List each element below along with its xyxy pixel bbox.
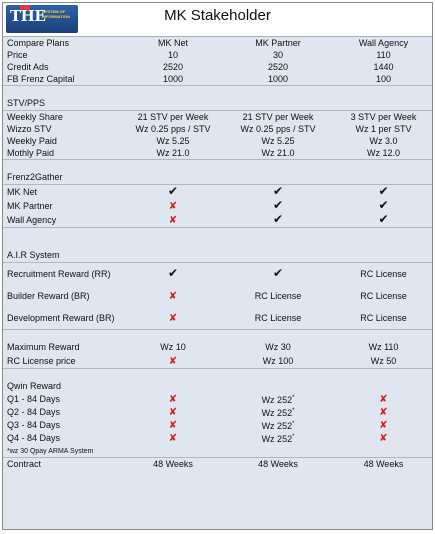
stv-0-label: Weekly Share xyxy=(7,111,63,122)
stv-heading-row xyxy=(3,96,433,111)
comparison-table xyxy=(3,37,433,470)
reward-0-value-2 xyxy=(223,340,333,354)
air-0-row xyxy=(3,263,433,285)
stv-3-label: Mothly Paid xyxy=(7,147,55,158)
air-1-row xyxy=(3,285,433,307)
air-2-text-3: RC License xyxy=(360,312,407,323)
qwin-1-text-2: Wz 252 xyxy=(261,408,293,418)
row-gap xyxy=(3,86,433,96)
stv-1-value-3 xyxy=(333,123,433,135)
footnote-star: * xyxy=(292,434,295,440)
checkmark-icon: ✔ xyxy=(378,213,389,226)
row-gap xyxy=(3,369,433,379)
checkmark-icon: ✔ xyxy=(167,185,179,198)
qwin-note-row xyxy=(3,445,433,458)
checkmark-icon: ✔ xyxy=(272,199,284,212)
cross-icon: ✘ xyxy=(168,407,178,418)
stv-1-value-2 xyxy=(223,123,333,135)
stv-1-label: Wizzo STV xyxy=(7,123,52,134)
reward-1-value-2 xyxy=(223,354,333,369)
contract-label: Contract xyxy=(7,458,42,469)
cross-icon: ✘ xyxy=(379,420,388,431)
stv-0-text-3: 3 STV per Week xyxy=(350,111,417,122)
reward-0-text-1: Wz 10 xyxy=(160,341,186,352)
stv-2-label: Weekly Paid xyxy=(7,135,57,146)
frenz-2-label: Wall Agency xyxy=(7,214,57,225)
qwin-1-value-3 xyxy=(333,406,433,419)
stv-3-value-2 xyxy=(223,147,333,160)
row-gap xyxy=(3,330,433,340)
stv-1-row xyxy=(3,123,433,135)
qwin-1-value-2 xyxy=(223,406,333,419)
stv-2-text-3: Wz 3.0 xyxy=(369,135,398,146)
checkmark-icon: ✔ xyxy=(272,213,284,226)
frenz-2-value-1 xyxy=(123,213,223,228)
cross-icon: ✘ xyxy=(168,433,178,444)
plan-column-3: Wall Agency xyxy=(358,37,409,48)
basic-0-value-2 xyxy=(223,49,333,61)
stv-3-row xyxy=(3,147,433,160)
checkmark-icon: ✔ xyxy=(167,266,179,280)
compare-plans-label: Compare Plans xyxy=(7,37,70,48)
basic-1-value-3 xyxy=(333,61,433,73)
air-1-label: Builder Reward (BR) xyxy=(7,291,90,301)
air-2-label: Development Reward (BR) xyxy=(7,313,115,323)
basic-2-value-3 xyxy=(333,73,433,86)
stv-2-value-3 xyxy=(333,135,433,147)
cross-icon: ✘ xyxy=(168,214,178,226)
frenz-0-label: MK Net xyxy=(7,186,38,197)
stv-0-value-2 xyxy=(223,111,333,123)
basic-2-label: FB Frenz Capital xyxy=(7,73,75,84)
logo-text: THE xyxy=(10,7,46,25)
qwin-1-row xyxy=(3,406,433,419)
basic-2-text-2: 1000 xyxy=(267,73,289,84)
contract-value-3 xyxy=(333,458,433,470)
stv-0-row xyxy=(3,111,433,123)
qwin-2-value-1 xyxy=(123,419,223,432)
air-1-text-2: RC License xyxy=(254,290,302,301)
stv-3-text-3: Wz 12.0 xyxy=(366,147,400,158)
air-heading: A.I.R System xyxy=(7,250,60,260)
contract-value-1 xyxy=(123,458,223,470)
air-0-value-2 xyxy=(223,263,333,285)
row-gap xyxy=(3,160,433,170)
frenz-0-value-3 xyxy=(333,185,433,199)
stv-1-text-3: Wz 1 per STV xyxy=(355,123,412,134)
cross-icon: ✘ xyxy=(379,433,388,444)
reward-1-text-3: Wz 50 xyxy=(370,355,397,366)
checkmark-icon: ✔ xyxy=(378,185,389,198)
contract-row xyxy=(3,458,433,470)
basic-1-text-2: 2520 xyxy=(267,61,289,72)
qwin-heading: Qwin Reward xyxy=(7,381,62,391)
frenz-1-label: MK Partner xyxy=(7,200,53,211)
qwin-0-value-1 xyxy=(123,393,223,406)
contract-text-1: 48 Weeks xyxy=(153,458,193,469)
checkmark-icon: ✔ xyxy=(272,185,284,198)
stv-1-text-2: Wz 0.25 pps / STV xyxy=(240,123,316,134)
qwin-3-value-3 xyxy=(333,432,433,445)
basic-2-text-3: 100 xyxy=(375,73,392,84)
air-2-value-2 xyxy=(223,307,333,330)
basic-2-value-1 xyxy=(123,73,223,86)
logo-subtext: SYSTEM OF INFORMATION xyxy=(42,9,70,19)
basic-2-row xyxy=(3,73,433,86)
qwin-3-label: Q4 - 84 Days xyxy=(7,433,61,443)
basic-1-text-1: 2520 xyxy=(162,61,184,72)
qwin-2-value-3 xyxy=(333,419,433,432)
plan-column-2: MK Partner xyxy=(255,37,301,48)
air-0-value-3 xyxy=(333,263,433,285)
reward-0-label: Maximum Reward xyxy=(7,341,80,352)
reward-1-value-3 xyxy=(333,354,433,369)
qwin-1-value-1 xyxy=(123,406,223,419)
frenz-heading: Frenz2Gather xyxy=(7,172,63,182)
cross-icon: ✘ xyxy=(168,355,178,367)
basic-0-text-3: 110 xyxy=(376,49,391,60)
air-1-value-1 xyxy=(123,285,223,307)
frenz-heading-row xyxy=(3,170,433,185)
qwin-3-text-2: Wz 252 xyxy=(261,434,293,444)
footnote-star: * xyxy=(292,421,295,427)
frenz-2-row xyxy=(3,213,433,228)
basic-1-text-3: 1440 xyxy=(373,61,394,72)
row-gap xyxy=(3,228,433,238)
basic-0-row xyxy=(3,49,433,61)
basic-1-value-2 xyxy=(223,61,333,73)
air-0-text-3: RC License xyxy=(360,268,407,279)
stv-1-value-1 xyxy=(123,123,223,135)
checkmark-icon: ✔ xyxy=(378,199,389,212)
air-2-value-3 xyxy=(333,307,433,330)
stv-3-text-1: Wz 21.0 xyxy=(156,147,190,158)
contract-text-2: 48 Weeks xyxy=(258,458,298,469)
footnote-star: * xyxy=(292,395,295,401)
reward-0-text-3: Wz 110 xyxy=(368,341,399,352)
air-1-text-3: RC License xyxy=(360,290,407,301)
frenz-1-value-3 xyxy=(333,199,433,213)
air-2-row xyxy=(3,307,433,330)
basic-0-label: Price xyxy=(7,49,28,60)
frenz-1-value-1 xyxy=(123,199,223,213)
contract-value-2 xyxy=(223,458,333,470)
qwin-0-value-2 xyxy=(223,393,333,406)
frenz-0-value-1 xyxy=(123,185,223,199)
qwin-3-value-2 xyxy=(223,432,333,445)
qwin-2-label: Q3 - 84 Days xyxy=(7,420,61,430)
stv-0-text-1: 21 STV per Week xyxy=(137,111,209,122)
stv-2-row xyxy=(3,135,433,147)
qwin-note: *wz 30 Qpay ARMA System xyxy=(7,447,94,455)
plan-column-1: MK Net xyxy=(157,37,188,48)
basic-1-row xyxy=(3,61,433,73)
qwin-heading-row xyxy=(3,379,433,393)
frenz-2-value-3 xyxy=(333,213,433,228)
stv-2-text-1: Wz 5.25 xyxy=(156,135,190,146)
qwin-0-row xyxy=(3,393,433,406)
qwin-2-row xyxy=(3,419,433,432)
qwin-0-text-2: Wz 252 xyxy=(261,395,293,405)
stv-3-value-1 xyxy=(123,147,223,160)
cross-icon: ✘ xyxy=(168,290,178,302)
reward-1-text-2: Wz 100 xyxy=(262,355,294,366)
frenz-1-value-2 xyxy=(223,199,333,213)
basic-1-value-1 xyxy=(123,61,223,73)
cross-icon: ✘ xyxy=(379,407,388,418)
qwin-3-row xyxy=(3,432,433,445)
footnote-star: * xyxy=(292,408,295,414)
reward-1-row xyxy=(3,354,433,369)
qwin-2-text-2: Wz 252 xyxy=(261,421,293,431)
stv-0-text-2: 21 STV per Week xyxy=(242,111,314,122)
cross-icon: ✘ xyxy=(379,394,388,405)
stv-2-value-2 xyxy=(223,135,333,147)
stv-1-text-1: Wz 0.25 pps / STV xyxy=(135,123,211,134)
stv-heading: STV/PPS xyxy=(7,98,46,108)
basic-0-value-3 xyxy=(333,49,433,61)
air-1-value-2 xyxy=(223,285,333,307)
contract-text-3: 48 Weeks xyxy=(363,458,404,469)
air-heading-row xyxy=(3,248,433,263)
frenz-0-row xyxy=(3,185,433,199)
frenz-0-value-2 xyxy=(223,185,333,199)
air-0-value-1 xyxy=(123,263,223,285)
reward-0-value-1 xyxy=(123,340,223,354)
air-2-text-2: RC License xyxy=(254,312,302,323)
basic-1-label: Credit Ads xyxy=(7,61,49,72)
cross-icon: ✘ xyxy=(168,420,178,431)
air-2-value-1 xyxy=(123,307,223,330)
stv-3-value-3 xyxy=(333,147,433,160)
checkmark-icon: ✔ xyxy=(272,266,284,280)
qwin-0-label: Q1 - 84 Days xyxy=(7,394,61,404)
basic-2-value-2 xyxy=(223,73,333,86)
qwin-2-value-2 xyxy=(223,419,333,432)
plan-header-row xyxy=(3,37,433,49)
cross-icon: ✘ xyxy=(168,200,178,212)
row-gap xyxy=(3,238,433,248)
basic-2-text-1: 1000 xyxy=(162,73,184,84)
stv-2-text-2: Wz 5.25 xyxy=(261,135,295,146)
cross-icon: ✘ xyxy=(168,312,178,324)
stv-0-value-3 xyxy=(333,111,433,123)
basic-0-text-1: 10 xyxy=(167,49,178,60)
basic-0-value-1 xyxy=(123,49,223,61)
stv-3-text-2: Wz 21.0 xyxy=(261,147,295,158)
reward-0-text-2: Wz 30 xyxy=(265,341,291,352)
frenz-2-value-2 xyxy=(223,213,333,228)
sheet-header xyxy=(3,3,432,37)
qwin-1-label: Q2 - 84 Days xyxy=(7,407,61,417)
stv-0-value-1 xyxy=(123,111,223,123)
air-0-label: Recruitment Reward (RR) xyxy=(7,269,111,279)
reward-1-label: RC License price xyxy=(7,355,76,366)
stakeholder-sheet xyxy=(2,2,433,530)
reward-1-value-1 xyxy=(123,354,223,369)
stv-2-value-1 xyxy=(123,135,223,147)
frenz-1-row xyxy=(3,199,433,213)
reward-0-row xyxy=(3,340,433,354)
qwin-3-value-1 xyxy=(123,432,223,445)
qwin-0-value-3 xyxy=(333,393,433,406)
page-title: MK Stakeholder xyxy=(164,7,271,24)
reward-0-value-3 xyxy=(333,340,433,354)
air-1-value-3 xyxy=(333,285,433,307)
basic-0-text-2: 30 xyxy=(272,49,283,60)
cross-icon: ✘ xyxy=(168,394,178,405)
